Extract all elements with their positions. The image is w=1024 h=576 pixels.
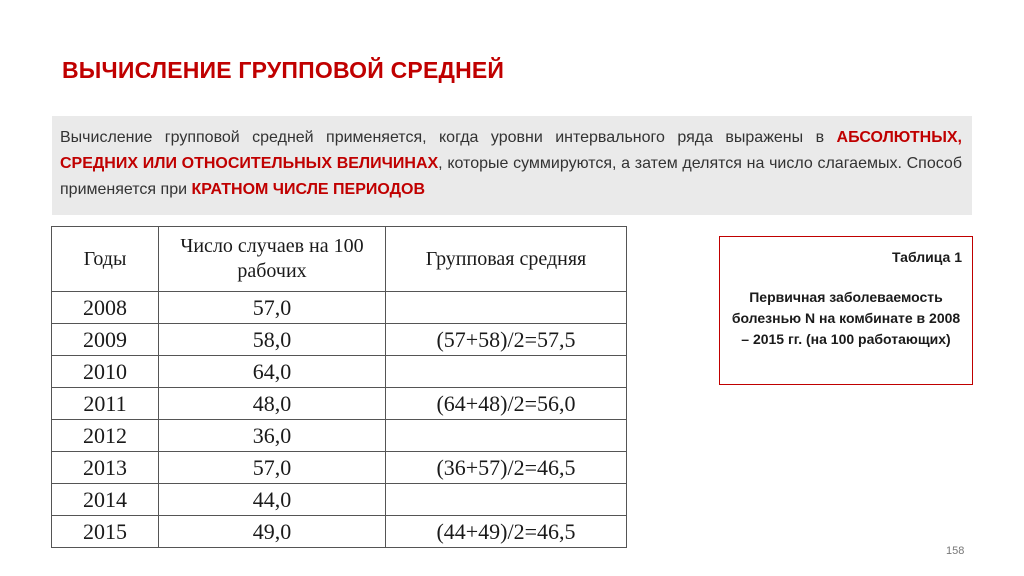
group-average-table	[51, 226, 627, 548]
header-group-average: Групповая средняя	[386, 227, 627, 292]
cell-cases: 64,0	[159, 356, 386, 388]
cell-group-average	[386, 484, 627, 516]
table-row	[52, 516, 627, 548]
cell-year: 2014	[52, 484, 159, 516]
table-caption-box	[719, 236, 973, 385]
table-row	[52, 388, 627, 420]
table-row	[52, 324, 627, 356]
cell-group-average: (36+57)/2=46,5	[386, 452, 627, 484]
cell-year: 2012	[52, 420, 159, 452]
cell-year: 2013	[52, 452, 159, 484]
page-number: 158	[946, 545, 965, 557]
intro-text-part-2: , которые суммируются, а затем делятся на число слагаемых. Способ применяется при	[60, 155, 962, 198]
table-header-row	[52, 227, 627, 292]
cell-group-average: (57+58)/2=57,5	[386, 324, 627, 356]
cell-group-average	[386, 420, 627, 452]
table-row	[52, 484, 627, 516]
cell-group-average: (64+48)/2=56,0	[386, 388, 627, 420]
cell-year: 2015	[52, 516, 159, 548]
table-caption-number: Таблица 1	[891, 249, 962, 265]
intro-highlight-periods: КРАТНОМ ЧИСЛЕ ПЕРИОДОВ	[191, 181, 426, 198]
cell-cases: 44,0	[159, 484, 386, 516]
table-row	[52, 452, 627, 484]
cell-cases: 58,0	[159, 324, 386, 356]
cell-group-average	[386, 356, 627, 388]
cell-year: 2010	[52, 356, 159, 388]
intro-highlight-values: АБСОЛЮТНЫХ, СРЕДНИХ ИЛИ ОТНОСИТЕЛЬНЫХ ВЕЛИЧИНАХ	[60, 129, 962, 172]
table-row	[52, 292, 627, 324]
table-row	[52, 420, 627, 452]
table-row	[52, 356, 627, 388]
cell-cases: 49,0	[159, 516, 386, 548]
cell-cases: 57,0	[159, 292, 386, 324]
cell-group-average: (44+49)/2=46,5	[386, 516, 627, 548]
header-years: Годы	[52, 227, 159, 292]
intro-text-part-1: Вычисление групповой средней применяется, когда уровни интервального ряда выражены в	[60, 129, 837, 146]
cell-cases: 48,0	[159, 388, 386, 420]
intro-text-block	[52, 116, 972, 215]
cell-cases: 57,0	[159, 452, 386, 484]
cell-group-average	[386, 292, 627, 324]
page-title: ВЫЧИСЛЕНИЕ ГРУППОВОЙ СРЕДНЕЙ	[62, 57, 505, 83]
cell-year: 2008	[52, 292, 159, 324]
cell-year: 2009	[52, 324, 159, 356]
cell-cases: 36,0	[159, 420, 386, 452]
header-cases: Число случаев на 100 рабочих	[159, 227, 386, 292]
table-caption-description: Первичная заболеваемость болезнью N на комбинате в 2008 – 2015 гг. (на 100 работающих)	[731, 289, 961, 347]
cell-year: 2011	[52, 388, 159, 420]
